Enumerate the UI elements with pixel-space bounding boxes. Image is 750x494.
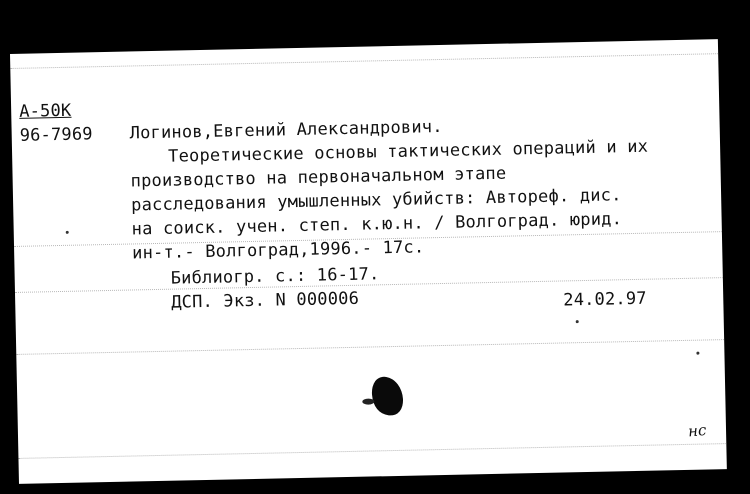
- copy-note: ДСП. Экз. N 000006: [171, 288, 360, 313]
- ink-speck: [696, 352, 699, 355]
- author-heading: Логинов,Евгений Александрович.: [129, 116, 443, 144]
- dotted-rule: [18, 443, 726, 459]
- title-line-2: производство на первоначальном этапе: [130, 163, 507, 192]
- handwritten-initials: нс: [687, 420, 708, 441]
- accession-number: 96-7969: [19, 124, 93, 146]
- shelfmark: А-50К: [19, 100, 72, 122]
- imprint-line: ин-т.- Волгоград,1996.- 17с.: [131, 237, 425, 264]
- dotted-rule: [16, 339, 724, 355]
- ink-speck: [66, 231, 69, 234]
- title-line-3: расследования умышленных убийств: Автореф. дис.: [130, 185, 622, 216]
- date-stamp: 24.02.97: [563, 288, 647, 311]
- title-line-4: на соиск. учен. степ. к.ю.н. / Волгоград. юрид.: [131, 209, 623, 240]
- ink-blot-tail: [362, 398, 374, 404]
- dotted-rule: [10, 53, 718, 69]
- catalog-card: [10, 39, 727, 484]
- ink-blot: [367, 372, 408, 420]
- ink-speck: [576, 320, 579, 323]
- title-line-1: Теоретические основы тактических операций и их: [167, 136, 649, 167]
- bibliography-note: Библиогр. с.: 16-17.: [170, 264, 380, 289]
